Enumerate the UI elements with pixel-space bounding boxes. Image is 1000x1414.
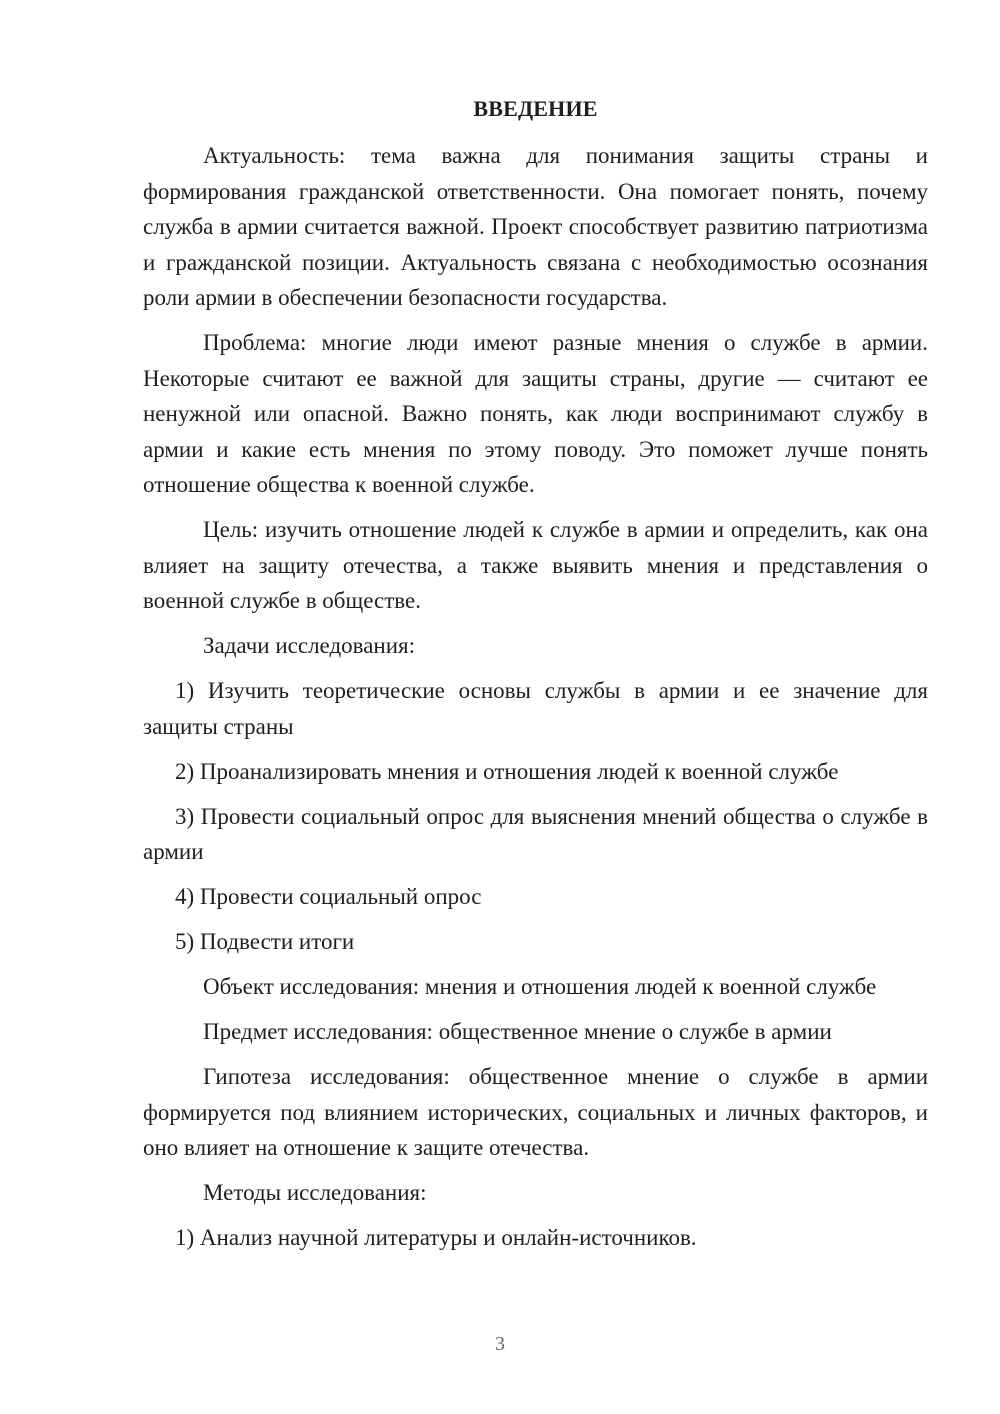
- goal-paragraph: Цель: изучить отношение людей к службе в армии и определить, как она влияет на защиту отечества, а также выявить мнения и представления о военной службе в обществе.: [143, 517, 928, 613]
- research-hypothesis: Гипотеза исследования: общественное мнение о службе в армии формируется под влиянием исторических, социальных и личных факторов, и оно влияет на отношение к защите отечества.: [143, 1064, 928, 1160]
- task-item-4: 4) Провести социальный опрос: [175, 884, 482, 909]
- task-item-1: 1) Изучить теоретические основы службы в армии и ее значение для защиты страны: [143, 678, 928, 739]
- research-subject: Предмет исследования: общественное мнение о службе в армии: [203, 1019, 832, 1044]
- task-item-3: 3) Провести социальный опрос для выяснения мнений общества о службе в армии: [143, 803, 928, 864]
- page-content: [143, 94, 928, 1265]
- methods-title: Методы исследования:: [203, 1180, 427, 1205]
- method-item-1: 1) Анализ научной литературы и онлайн-источников.: [175, 1225, 697, 1250]
- relevance-paragraph: Актуальность: тема важна для понимания защиты страны и формирования гражданской ответственности. Она помогает понять, почему служба в армии считается важной. Проект способствует развитию патриотизма и гражданской позиции. Актуальность связана с необходимостью осознания роли армии в обеспечении безопасности государства.: [143, 143, 928, 310]
- research-object: Объект исследования: мнения и отношения людей к военной службе: [203, 974, 877, 999]
- problem-paragraph: Проблема: многие люди имеют разные мнения о службе в армии. Некоторые считают ее важной для защиты страны, другие — считают ее ненужной или опасной. Важно понять, как люди воспринимают службу в армии и какие есть мнения по этому поводу. Это поможет лучше понять отношение общества к военной службе.: [143, 330, 928, 497]
- task-item-2: 2) Проанализировать мнения и отношения людей к военной службе: [175, 758, 839, 784]
- tasks-title: Задачи исследования:: [203, 633, 416, 658]
- task-item-5: 5) Подвести итоги: [175, 929, 355, 954]
- section-heading: ВВЕДЕНИЕ: [473, 96, 598, 121]
- page-number: 3: [495, 1333, 505, 1355]
